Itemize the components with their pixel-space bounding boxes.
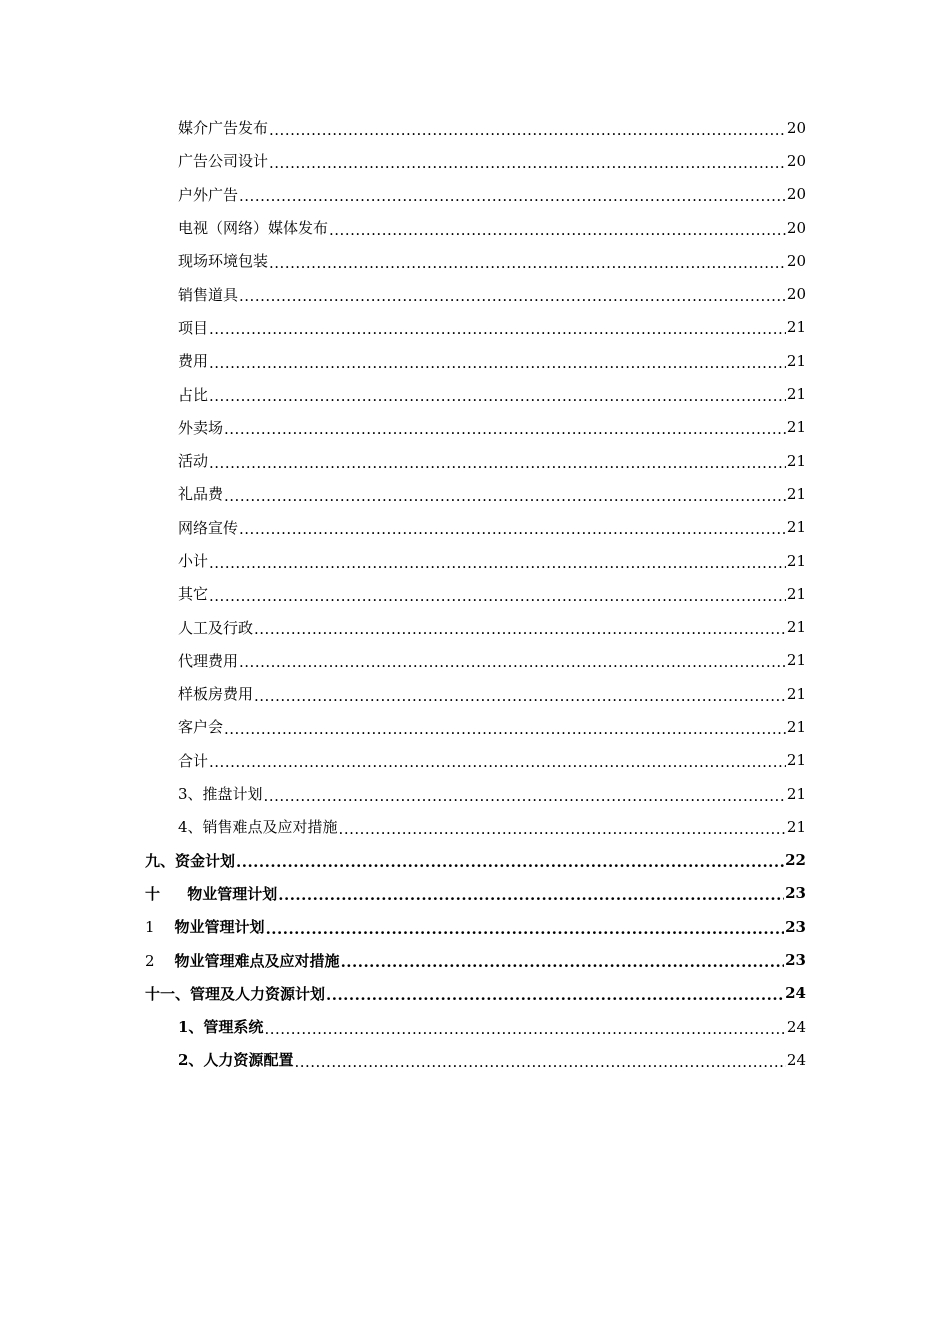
toc-entry-title: 样板房费用 [178,685,254,704]
toc-leader-dots [254,687,786,705]
toc-leader-dots [266,920,785,938]
toc-entry-page: 23 [785,917,806,936]
toc-entry-title: 外卖场 [178,418,224,437]
toc-entry-title: 广告公司设计 [178,152,269,171]
toc-entry-page: 23 [785,951,806,970]
toc-entry-title: 电视（网络）媒体发布 [178,219,329,238]
toc-entry-title: 网络宣传 [178,518,239,537]
toc-entry-title: 2、人力资源配置 [178,1051,294,1070]
toc-entry[interactable] [0,810,950,843]
toc-entry-title: 媒介广告发布 [178,119,269,138]
toc-entry-chapter[interactable] [0,943,950,976]
toc-leader-dots [239,520,786,538]
toc-entry-title: 销售道具 [178,285,239,304]
toc-entry-title: 客户会 [178,718,224,737]
toc-entry-page: 24 [786,1017,806,1036]
toc-entry-title: 项目 [178,318,209,337]
toc-entry-page: 23 [785,884,806,903]
toc-entry[interactable] [0,777,950,810]
toc-entry-title: 占比 [178,385,209,404]
toc-entry-page: 21 [786,784,806,803]
toc-leader-dots [269,154,786,172]
toc-leader-dots [239,187,786,205]
toc-entry-title-wrap [145,950,340,971]
toc-leader-dots [239,287,786,305]
toc-entry-title: 1、管理系统 [178,1018,264,1037]
toc-entry-page: 24 [786,1050,806,1069]
toc-entry-title: 费用 [178,352,209,371]
toc-entry-chapter[interactable] [0,977,950,1010]
toc-entry-page: 20 [786,151,806,170]
toc-leader-dots [209,587,786,605]
toc-entry[interactable] [0,1010,950,1043]
toc-entry[interactable] [0,344,950,377]
toc-leader-dots [209,387,786,405]
toc-leader-dots [209,753,786,771]
toc-leader-dots [209,454,786,472]
toc-entry-page: 21 [786,418,806,437]
toc-entry[interactable] [0,544,950,577]
toc-entry-page: 21 [786,385,806,404]
toc-leader-dots [264,787,786,805]
toc-entry-title: 礼品费 [178,485,224,504]
toc-entry-page: 21 [786,584,806,603]
toc-entry[interactable] [0,178,950,211]
toc-entry[interactable] [0,710,950,743]
toc-entry-page: 20 [786,251,806,270]
toc-leader-dots [224,720,786,738]
toc-entry-chapter[interactable] [0,910,950,943]
toc-entry-number: 十 [145,884,161,903]
toc-entry-page: 21 [786,484,806,503]
toc-leader-dots [329,221,786,239]
toc-leader-dots [209,320,786,338]
toc-entry-title: 小计 [178,552,209,570]
toc-entry-title: 物业管理难点及应对措施 [174,951,340,970]
toc-entry-title: 物业管理计划 [174,918,265,937]
table-of-contents [0,111,950,1077]
toc-entry-title: 人工及行政 [178,618,254,637]
toc-leader-dots [224,487,786,505]
toc-leader-dots [269,121,786,139]
toc-entry-page: 24 [785,984,806,1003]
toc-entry[interactable] [0,277,950,310]
toc-leader-dots [236,853,784,871]
toc-entry[interactable] [0,744,950,777]
toc-leader-dots [278,886,784,904]
toc-entry-title: 其它 [178,585,209,604]
toc-entry[interactable] [0,644,950,677]
toc-entry-title: 物业管理计划 [187,884,278,903]
toc-entry-title: 代理费用 [178,651,239,670]
toc-entry-title: 十一、管理及人力资源计划 [145,984,326,1003]
toc-entry-title: 合计 [178,751,209,770]
toc-entry[interactable] [0,244,950,277]
toc-entry[interactable] [0,511,950,544]
toc-entry-page: 21 [786,318,806,337]
toc-leader-dots [239,653,786,671]
toc-entry-page: 21 [786,717,806,736]
toc-entry-page: 21 [786,618,806,637]
toc-leader-dots [339,820,786,838]
toc-entry-title-wrap [145,916,265,937]
toc-entry-title: 九、资金计划 [145,851,236,870]
toc-leader-dots [294,1053,785,1071]
toc-leader-dots [254,620,786,638]
toc-leader-dots [341,953,785,971]
toc-leader-dots [224,420,786,438]
toc-entry[interactable] [0,311,950,344]
toc-leader-dots [264,1020,785,1038]
toc-entry-page: 21 [786,351,806,370]
toc-entry-title: 现场环境包装 [178,252,269,271]
toc-entry-number: 1 [145,918,155,937]
toc-entry[interactable] [0,577,950,610]
toc-entry-page: 22 [785,851,806,870]
toc-entry-page: 21 [786,751,806,770]
toc-entry[interactable] [0,1043,950,1076]
toc-entry-page: 21 [786,651,806,670]
toc-entry-title: 活动 [178,452,209,471]
toc-entry-title: 户外广告 [178,185,239,204]
toc-leader-dots [326,986,784,1004]
toc-entry-chapter[interactable] [0,877,950,910]
toc-entry-page: 20 [786,218,806,237]
toc-leader-dots [209,354,786,372]
toc-entry-page: 21 [786,817,806,836]
toc-entry[interactable] [0,111,950,144]
toc-entry[interactable] [0,144,950,177]
toc-entry-page: 21 [786,684,806,703]
toc-entry[interactable] [0,677,950,710]
toc-entry-page: 20 [786,185,806,204]
toc-leader-dots [209,554,786,572]
toc-entry[interactable] [0,477,950,510]
toc-entry-title: 4、销售难点及应对措施 [178,818,338,837]
toc-entry-page: 20 [786,118,806,137]
toc-entry-page: 21 [786,551,806,570]
toc-entry-number: 2 [145,951,155,970]
toc-entry[interactable] [0,610,950,643]
toc-entry[interactable] [0,211,950,244]
toc-entry-chapter[interactable] [0,844,950,877]
toc-entry[interactable] [0,377,950,410]
toc-entry-title-wrap [145,883,277,904]
toc-entry-page: 20 [786,285,806,304]
toc-entry-title: 3、推盘计划 [178,785,263,804]
toc-leader-dots [269,254,786,272]
toc-entry[interactable] [0,444,950,477]
toc-entry-page: 21 [786,518,806,537]
toc-entry[interactable] [0,411,950,444]
toc-entry-page: 21 [786,451,806,470]
